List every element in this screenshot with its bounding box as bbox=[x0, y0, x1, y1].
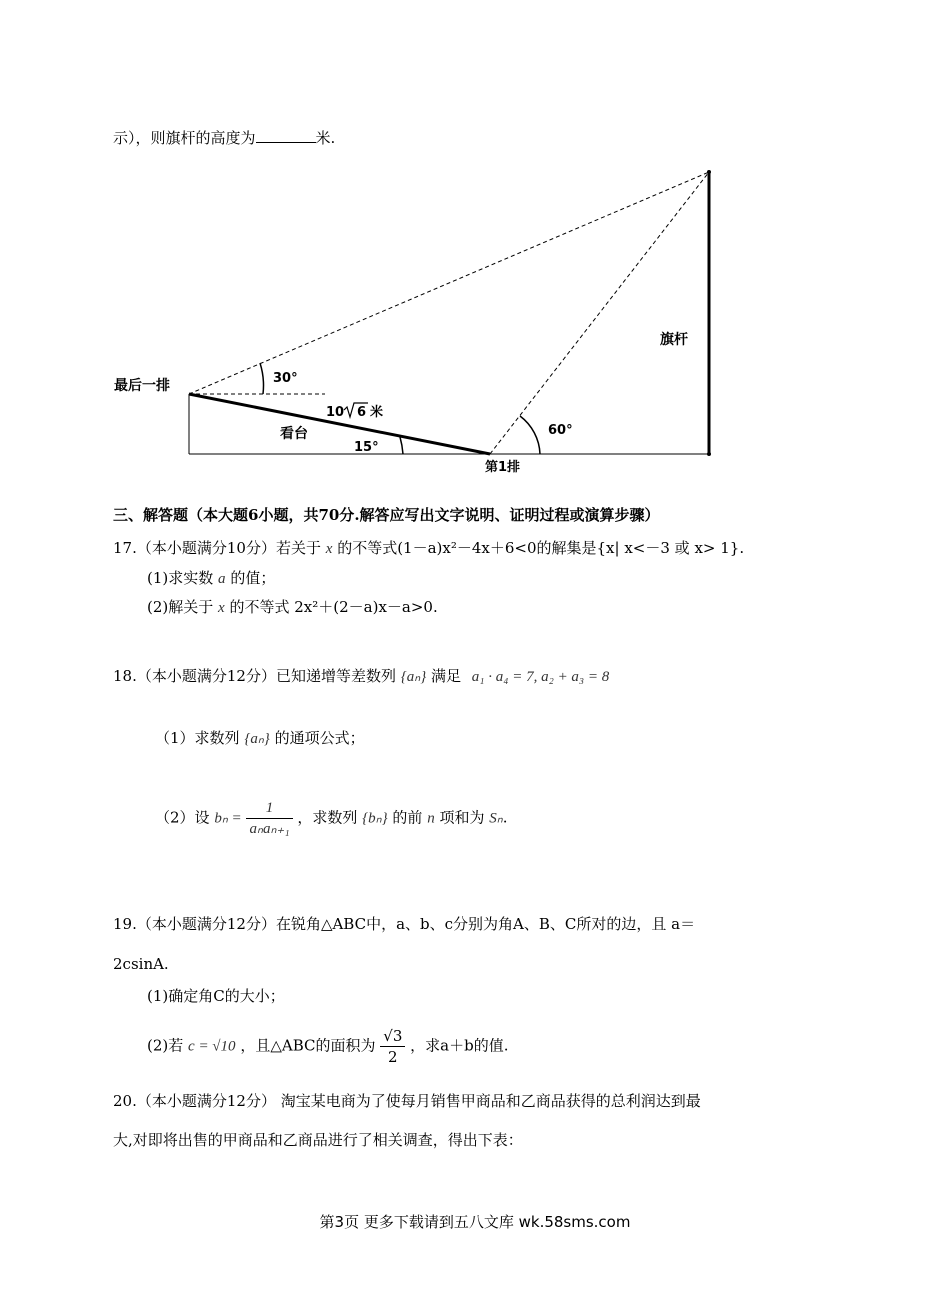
q18-p2-pre: （2）设 bbox=[155, 808, 210, 827]
q19-c-eq: c = √10 bbox=[188, 1038, 236, 1055]
sight-line-last-row bbox=[189, 172, 709, 394]
q17-var-a: a bbox=[218, 571, 226, 587]
length-root: 6 bbox=[357, 405, 367, 420]
q18-p2-post1: 的前 bbox=[392, 808, 423, 827]
q17-p1-end: 的值； bbox=[230, 569, 276, 587]
q18-frac-den: aₙaₙ₊₁ bbox=[249, 821, 290, 837]
q18-frac-num: 1 bbox=[246, 798, 292, 819]
label-angle-15: 15° bbox=[354, 440, 379, 455]
q17-p2-end: 的不等式 2x²＋(2－a)x－a>0. bbox=[229, 598, 438, 616]
q18-period: . bbox=[502, 808, 508, 827]
q19-p2-pre: (2)若 bbox=[147, 1036, 184, 1055]
label-flagpole: 旗杆 bbox=[660, 332, 688, 348]
angle-arc-30 bbox=[260, 363, 263, 394]
q18-p1-seq: {aₙ} bbox=[244, 731, 270, 747]
angle-arc-60 bbox=[520, 416, 540, 454]
q19-part2 bbox=[147, 1026, 508, 1067]
q18-part2 bbox=[155, 798, 508, 839]
q19-line2: 2csinA. bbox=[113, 955, 169, 973]
q20-line2: 大,对即将出售的甲商品和乙商品进行了相关调查，得出下表： bbox=[113, 1131, 523, 1149]
q19-p2-mid: ，且△ABC的面积为 bbox=[240, 1036, 376, 1055]
intro-suffix: 米. bbox=[315, 129, 336, 147]
q17-var-x: x bbox=[325, 541, 333, 557]
label-length bbox=[326, 403, 383, 420]
q19-fraction bbox=[380, 1026, 405, 1067]
q17-p2: (2)解关于 bbox=[147, 598, 214, 616]
flagpole-top-dot bbox=[707, 170, 711, 174]
q18-n: n bbox=[427, 810, 435, 827]
q17-mid1: 的不等式(1－a)x²－4x＋6<0的解集是{x| x<－3 或 x> 1}. bbox=[337, 539, 745, 557]
q17-part2 bbox=[147, 597, 438, 618]
q18-p2-post2: 项和为 bbox=[439, 808, 485, 827]
flagpole-diagram bbox=[100, 160, 840, 480]
label-angle-30: 30° bbox=[273, 371, 298, 386]
length-prefix: 10 bbox=[326, 405, 345, 420]
q17-head: 17.（本小题满分10分）若关于 bbox=[113, 539, 321, 557]
q19-frac-num: √3 bbox=[380, 1026, 405, 1047]
q17-part1 bbox=[147, 568, 275, 589]
q17-line1 bbox=[113, 538, 744, 559]
length-unit: 米 bbox=[370, 405, 384, 420]
q20-line1: 20.（本小题满分12分） 淘宝某电商为了使每月销售甲商品和乙商品获得的总利润达到最 bbox=[113, 1092, 701, 1110]
label-first-row: 第1排 bbox=[485, 460, 521, 475]
q18-head: 18.（本小题满分12分）已知递增等差数列 bbox=[113, 667, 396, 685]
q18-p1-pre: （1）求数列 bbox=[155, 729, 240, 747]
label-angle-60: 60° bbox=[548, 423, 573, 438]
q18-line1 bbox=[113, 666, 609, 687]
q18-seq-b: {bₙ} bbox=[362, 810, 388, 827]
angle-arc-15 bbox=[400, 437, 403, 454]
q17-p1: (1)求实数 bbox=[147, 569, 214, 587]
q18-condition: a₁ · a₄ = 7, a₂ + a₃ = 8 bbox=[471, 669, 610, 685]
page-footer: 第3页 更多下载请到五八文库 wk.58sms.com bbox=[319, 1213, 631, 1231]
sight-line-first-row bbox=[490, 172, 709, 454]
label-stand: 看台 bbox=[280, 426, 308, 442]
q18-satisfies: 满足 bbox=[431, 667, 462, 685]
q18-bn: bₙ = bbox=[214, 810, 242, 827]
q18-seq-a: {aₙ} bbox=[400, 669, 427, 685]
intro-line bbox=[113, 128, 335, 148]
q18-p2-mid: ，求数列 bbox=[297, 808, 358, 827]
flagpole-bottom-dot bbox=[707, 452, 711, 456]
intro-prefix: 示），则旗杆的高度为 bbox=[113, 129, 256, 147]
q18-fraction bbox=[246, 798, 292, 839]
q19-p2-post: ，求a＋b的值. bbox=[410, 1036, 509, 1055]
q18-part1 bbox=[155, 728, 365, 749]
answer-blank bbox=[256, 128, 316, 143]
q18-sn: Sₙ bbox=[489, 810, 503, 827]
q17-var-x2: x bbox=[218, 600, 225, 616]
q19-frac-den: 2 bbox=[388, 1048, 398, 1066]
stand-slope bbox=[189, 394, 490, 454]
label-last-row: 最后一排 bbox=[114, 378, 170, 394]
q19-line1: 19.（本小题满分12分）在锐角△ABC中，a、b、c分别为角A、B、C所对的边，且 a＝ bbox=[113, 915, 696, 933]
q19-part1: (1)确定角C的大小； bbox=[147, 987, 285, 1005]
q18-p1-post: 的通项公式； bbox=[274, 729, 365, 747]
section-title: 三、解答题（本大题6小题，共70分.解答应写出文字说明、证明过程或演算步骤） bbox=[113, 506, 660, 524]
